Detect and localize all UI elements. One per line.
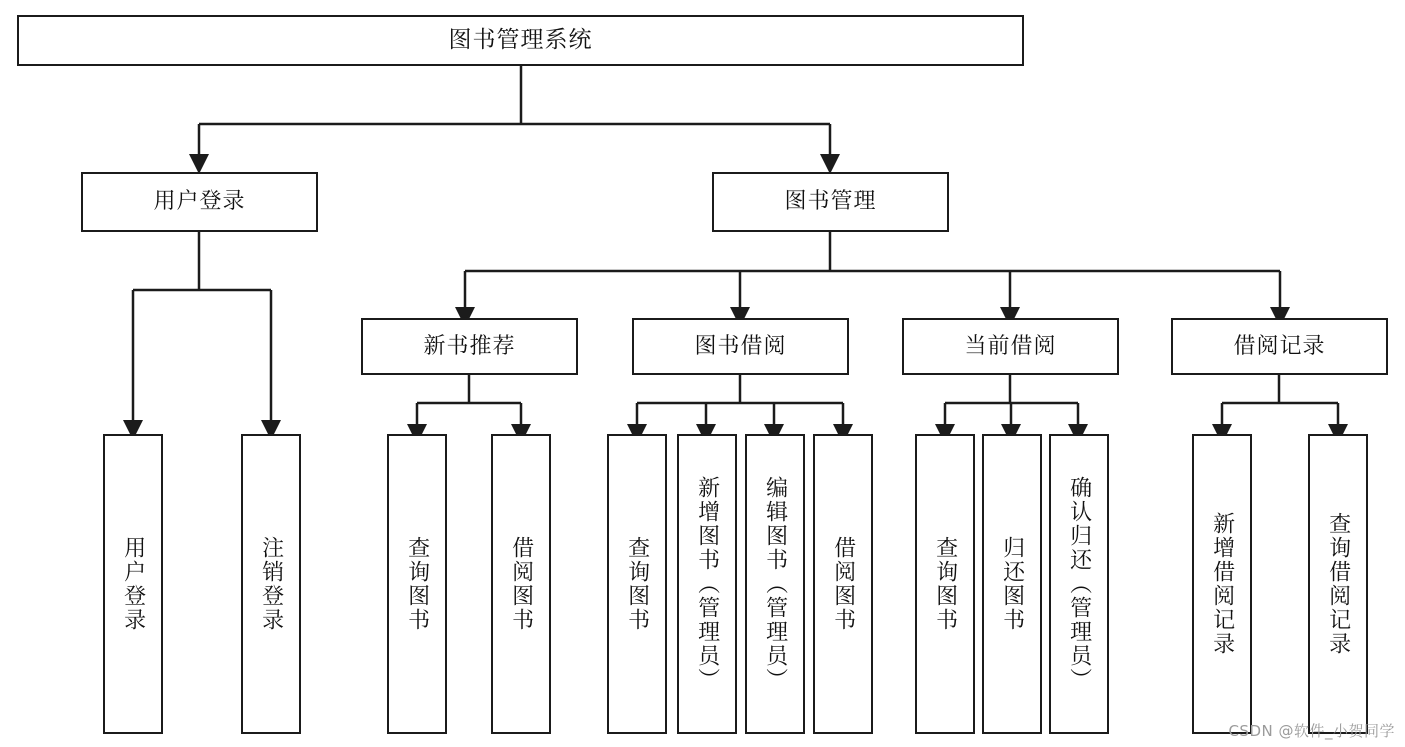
node-current-query-book-label: 查询图书	[932, 536, 958, 632]
node-borrow-query-book	[607, 434, 667, 734]
node-rec-query-book	[387, 434, 447, 734]
node-current-confirm-return	[1049, 434, 1109, 734]
node-new-book-recommend-label: 新书推荐	[423, 333, 516, 359]
node-current-borrow	[902, 318, 1119, 375]
node-current-return-book-label: 归还图书	[999, 536, 1025, 632]
node-book-management	[712, 172, 949, 232]
node-current-confirm-return-label: 确认归还（管理员）	[1066, 476, 1092, 692]
node-borrow-query-book-label: 查询图书	[624, 536, 650, 632]
node-rec-borrow-book-label: 借阅图书	[508, 536, 534, 632]
node-borrow-record-label: 借阅记录	[1233, 333, 1326, 359]
node-borrow-lend-book-label: 借阅图书	[830, 536, 856, 632]
node-borrow-lend-book	[813, 434, 873, 734]
node-current-query-book	[915, 434, 975, 734]
node-borrow-edit-book-label: 编辑图书（管理员）	[762, 476, 788, 692]
watermark: CSDN @软件_小贺同学	[1228, 722, 1395, 740]
node-record-search	[1308, 434, 1368, 734]
node-book-borrow-label: 图书借阅	[694, 333, 787, 359]
node-current-return-book	[982, 434, 1042, 734]
node-login-user-label: 用户登录	[120, 536, 146, 632]
node-book-management-label: 图书管理	[784, 189, 877, 215]
node-logout-user	[241, 434, 301, 734]
node-new-book-recommend	[361, 318, 578, 375]
node-logout-user-label: 注销登录	[258, 536, 284, 632]
node-record-add-label: 新增借阅记录	[1209, 512, 1235, 656]
node-borrow-edit-book	[745, 434, 805, 734]
node-borrow-record	[1171, 318, 1388, 375]
node-record-add	[1192, 434, 1252, 734]
node-borrow-add-book	[677, 434, 737, 734]
node-book-borrow	[632, 318, 849, 375]
node-root	[17, 15, 1024, 66]
node-rec-query-book-label: 查询图书	[404, 536, 430, 632]
node-root-label: 图书管理系统	[448, 26, 593, 53]
node-user-login	[81, 172, 318, 232]
node-record-search-label: 查询借阅记录	[1325, 512, 1351, 656]
node-current-borrow-label: 当前借阅	[964, 333, 1057, 359]
node-login-user	[103, 434, 163, 734]
node-borrow-add-book-label: 新增图书（管理员）	[694, 476, 720, 692]
node-user-login-label: 用户登录	[153, 189, 246, 215]
node-rec-borrow-book	[491, 434, 551, 734]
